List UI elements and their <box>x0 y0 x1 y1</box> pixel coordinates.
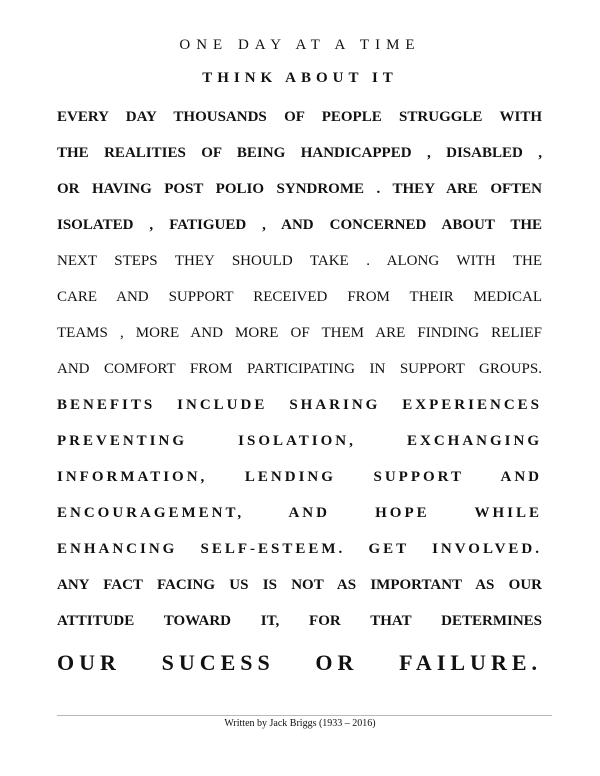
body-line: THE REALITIES OF BEING HANDICAPPED , DISABLED , <box>57 145 542 161</box>
body-line: OR HAVING POST POLIO SYNDROME . THEY ARE OFTEN <box>57 181 542 197</box>
body-line: ENCOURAGEMENT, AND HOPE WHILE <box>57 505 542 521</box>
document-title: ONE DAY AT A TIME <box>179 37 421 53</box>
body-line: BENEFITS INCLUDE SHARING EXPERIENCES <box>57 397 542 413</box>
body-line: CARE AND SUPPORT RECEIVED FROM THEIR MEDICAL <box>57 289 542 305</box>
body-line: TEAMS , MORE AND MORE OF THEM ARE FINDING RELIEF <box>57 325 542 341</box>
body-line: EVERY DAY THOUSANDS OF PEOPLE STRUGGLE WITH <box>57 109 542 125</box>
body-line: NEXT STEPS THEY SHOULD TAKE . ALONG WITH THE <box>57 253 542 269</box>
closing-line: OUR SUCESS OR FAILURE. <box>57 650 542 675</box>
body-line: PREVENTING ISOLATION, EXCHANGING <box>57 433 542 449</box>
body-line: ENHANCING SELF-ESTEEM. GET INVOLVED. <box>57 541 542 557</box>
body-line: ANY FACT FACING US IS NOT AS IMPORTANT AS OUR <box>57 577 542 593</box>
body-line: AND COMFORT FROM PARTICIPATING IN SUPPORT GROUPS. <box>57 361 542 377</box>
document-subtitle: THINK ABOUT IT <box>202 70 398 86</box>
footer-credit: Written by Jack Briggs (1933 – 2016) <box>224 718 376 729</box>
body-line: ATTITUDE TOWARD IT, FOR THAT DETERMINES <box>57 613 542 629</box>
body-line: ISOLATED , FATIGUED , AND CONCERNED ABOUT THE <box>57 217 542 233</box>
body-line: INFORMATION, LENDING SUPPORT AND <box>57 469 542 485</box>
footer-divider <box>57 715 552 716</box>
